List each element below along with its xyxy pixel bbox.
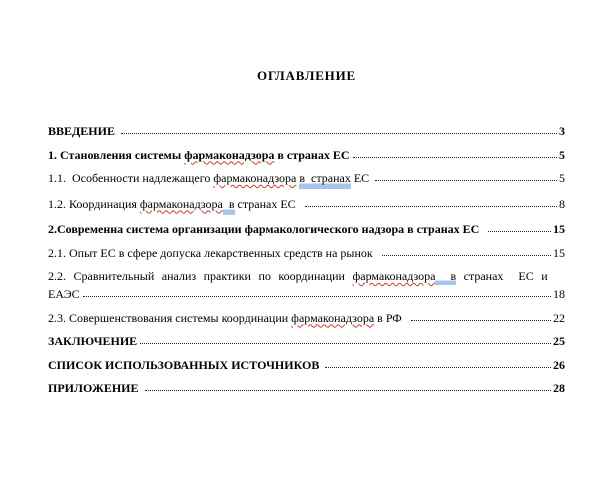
toc-entry-line — [48, 332, 565, 350]
toc-entry[interactable] — [48, 122, 565, 140]
toc-entry-text: в РФ — [374, 310, 408, 325]
toc-entry-line — [48, 195, 565, 215]
toc-entry-line — [48, 379, 565, 397]
toc-entry-line — [48, 309, 565, 327]
grammar-flagged-text: в — [435, 269, 457, 283]
grammar-flagged-text: в странах — [299, 169, 350, 189]
toc-entry-text: 2.3. Совершенствования системы координации — [48, 310, 292, 325]
toc-entry-text: ЕАЭС — [48, 287, 80, 301]
page-number: 5 — [559, 171, 565, 185]
toc-entry-line — [48, 285, 565, 303]
toc-entry-text: 2.Современна система организации фармакологического надзора в странах ЕС — [48, 222, 486, 236]
dot-leader — [83, 296, 551, 297]
toc-entry-text: 1.2. Координация — [48, 196, 140, 211]
toc-entry-line — [48, 146, 565, 164]
toc-entry-text: СПИСОК ИСПОЛЬЗОВАННЫХ ИСТОЧНИКОВ — [48, 357, 323, 372]
dot-leader — [353, 157, 557, 158]
page-number: 25 — [553, 334, 565, 348]
misspelled-word: фармаконадзора — [139, 196, 223, 211]
misspelled-word: фармаконадзора — [352, 269, 436, 283]
dot-leader — [411, 320, 551, 321]
page-number: 15 — [553, 245, 565, 260]
page-number: 3 — [559, 124, 565, 138]
toc-entry[interactable] — [48, 220, 565, 238]
toc-entry-text: 2.2. Сравнительный анализ практики по координации — [48, 269, 353, 283]
page-number: 15 — [553, 222, 565, 236]
page-number: 8 — [559, 196, 565, 211]
toc-entry-line — [48, 169, 565, 189]
toc-entry-text: ПРИЛОЖЕНИЕ — [48, 381, 142, 395]
dot-leader — [305, 206, 557, 207]
toc-entry[interactable] — [48, 244, 565, 262]
misspelled-word: фармаконадзора — [184, 147, 275, 162]
toc-entry[interactable] — [48, 332, 565, 350]
misspelled-word: фармаконадзора — [213, 171, 297, 185]
page-number: 22 — [553, 310, 565, 325]
toc-entry-text: ЕС — [350, 171, 373, 185]
toc-entry-line — [48, 267, 565, 285]
toc-entry-text: ВВЕДЕНИЕ — [48, 124, 118, 138]
toc-entry[interactable] — [48, 267, 565, 303]
page-number: 26 — [553, 357, 565, 372]
toc-entry-line — [48, 356, 565, 374]
page-number: 5 — [559, 147, 565, 162]
page-number: 18 — [553, 287, 565, 301]
toc-entry[interactable] — [48, 356, 565, 374]
dot-leader — [140, 343, 551, 344]
toc-entry-text: 2.1. Опыт ЕС в сфере допуска лекарственных средств на рынок — [48, 245, 379, 260]
toc-entry-text: странах ЕС и — [456, 269, 548, 283]
misspelled-word: фармаконадзора — [291, 310, 375, 325]
page-number: 28 — [553, 381, 565, 395]
toc-entry[interactable] — [48, 309, 565, 327]
toc-entry-text: 1. Становления системы — [48, 147, 185, 162]
grammar-flagged-text: в — [223, 195, 235, 215]
toc-entry[interactable] — [48, 379, 565, 397]
toc-entry-line — [48, 220, 565, 238]
toc-entry-line — [48, 244, 565, 262]
toc-entry[interactable] — [48, 195, 565, 215]
toc-entries — [48, 122, 565, 397]
toc-entry-text: странах ЕС — [234, 196, 302, 211]
dot-leader — [145, 390, 551, 391]
dot-leader — [121, 133, 557, 134]
dot-leader — [375, 180, 557, 181]
toc-entry[interactable] — [48, 146, 565, 164]
dot-leader — [325, 367, 551, 368]
dot-leader — [382, 255, 551, 256]
toc-entry-line — [48, 122, 565, 140]
toc-entry-text: 1.1. Особенности надлежащего — [48, 171, 214, 185]
toc-title: ОГЛАВЛЕНИЕ — [257, 68, 356, 83]
dot-leader — [488, 231, 551, 232]
toc-entry-text: в странах ЕС — [274, 147, 350, 162]
toc-entry-text: ЗАКЛЮЧЕНИЕ — [48, 334, 138, 348]
toc-entry[interactable] — [48, 169, 565, 189]
